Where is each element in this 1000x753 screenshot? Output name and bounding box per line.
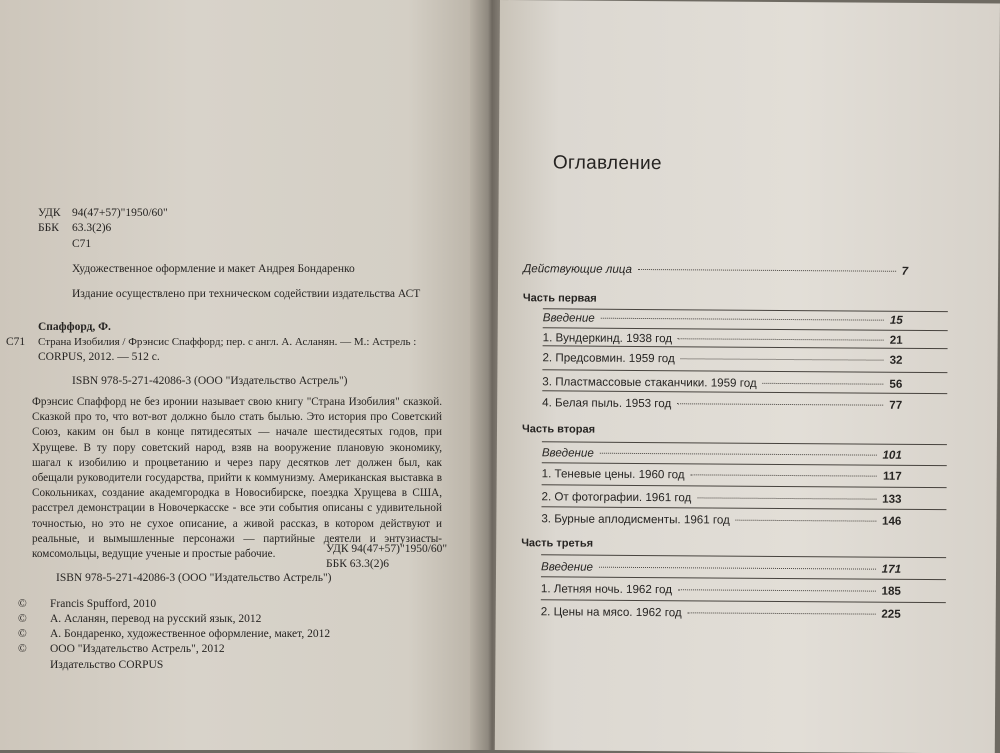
side-code: С71 (6, 336, 26, 348)
part-title: Часть первая (522, 292, 597, 305)
toc-entry-label: 3. Бурные аплодисменты. 1961 год (541, 512, 730, 527)
copyright-row (18, 643, 225, 655)
udk-value: 94(47+57)"1950/60" (72, 207, 168, 219)
toc-entry-page: 56 (889, 377, 903, 391)
toc-entry (542, 446, 902, 462)
copyright-row (18, 598, 156, 610)
copyright-symbol: © (18, 628, 27, 640)
toc-entry-label: Введение (541, 446, 594, 460)
right-page (495, 0, 1000, 753)
dot-leader (697, 497, 876, 499)
toc-entry-page: 77 (889, 398, 903, 412)
toc-title: Оглавление (552, 152, 662, 175)
isbn-bottom: ISBN 978-5-271-42086-3 (ООО "Издательство Астрель") (56, 572, 332, 584)
annotation: Фрэнсис Спаффорд не без иронии называет свою книгу "Страна Изобилия" сказкой. Сказкой про то, что вот-вот должно было стать былью. Это история про Советский Союз, каким он был в конце пятидесятых — начале шестидесятых годов, при Хрущеве. В ту пору советский народ, взяв на вооружение плановую экономику, шагал к изобилию и процветанию и через пару десятков лет должен был, как обещали руководители государства, прийти к коммунизму. Американская выставка в Сокольниках, создание академгородка в Новосибирске, поездка Хрущева в США, расстрел демонстрации в Новочеркасске - все эти события описаны с удивительной точностью, но это не сухое описание, а живой рассказ, в котором действуют и реальные, и вымышленные персонажи — партийные деятели и энтузиасты-комсомольцы, ведущие ученые и простые рабочие. (32, 396, 442, 561)
toc-entry (541, 582, 901, 598)
dot-leader (638, 269, 896, 272)
part-title: Часть вторая (521, 423, 596, 436)
toc-entry-page: 225 (881, 607, 901, 621)
dot-leader (601, 318, 884, 321)
copyright-row (18, 613, 261, 625)
toc-entry (542, 467, 902, 483)
entry-rule (543, 327, 948, 331)
toc-entry-page: 133 (882, 492, 902, 506)
entry-rule (542, 390, 947, 394)
copyright-text: Francis Spufford, 2010 (50, 598, 157, 610)
toc-entry-page: 7 (901, 264, 909, 278)
author-heading: Спаффорд, Ф. (38, 321, 111, 333)
dot-leader (678, 589, 876, 591)
dot-leader (681, 358, 884, 360)
entry-rule (541, 599, 946, 603)
dot-leader (688, 612, 876, 614)
toc-entry-page: 32 (889, 353, 903, 367)
entry-rule (542, 369, 947, 373)
toc-entry (542, 375, 902, 391)
toc-entry (541, 560, 901, 576)
dot-leader (599, 567, 876, 570)
entry-rule (542, 484, 947, 488)
dot-leader (736, 520, 876, 522)
toc-entry-label: 4. Белая пыль. 1953 год (542, 396, 672, 411)
copyright-text: А. Бондаренко, художественное оформление, макет, 2012 (50, 628, 331, 640)
publisher-name: Издательство CORPUS (50, 659, 164, 671)
toc-entry (542, 396, 902, 412)
dot-leader (678, 338, 884, 340)
toc-entry (543, 311, 903, 327)
toc-entry-page: 185 (881, 584, 901, 598)
tech-support-note: Издание осуществлено при техническом содействии издательства АСТ (72, 288, 421, 300)
dot-leader (600, 453, 877, 456)
toc-entry-page: 15 (889, 313, 903, 327)
udk-bottom: УДК 94(47+57)"1950/60" (326, 543, 448, 555)
bib-line-2: CORPUS, 2012. — 512 с. (38, 351, 160, 363)
toc-entry-page: 171 (881, 562, 902, 576)
copyright-row (18, 628, 330, 640)
copyright-symbol: © (18, 598, 27, 610)
entry-rule (542, 462, 947, 466)
toc-entry-label: 3. Пластмассовые стаканчики. 1959 год (542, 375, 757, 390)
toc-entry (523, 262, 908, 278)
bbk-label: ББК (38, 222, 59, 234)
author-code: С71 (72, 238, 92, 250)
left-page (0, 0, 480, 750)
dot-leader (763, 383, 884, 385)
part-title: Часть третья (521, 537, 594, 550)
toc-entry-label: 1. Теневые цены. 1960 год (541, 467, 685, 482)
bbk-bottom: ББК 63.3(2)6 (326, 558, 390, 570)
toc-entry-page: 146 (881, 514, 902, 528)
dot-leader (691, 474, 877, 476)
isbn-line: ISBN 978-5-271-42086-3 (ООО "Издательство Астрель") (72, 375, 348, 387)
copyright-symbol: © (18, 613, 27, 625)
toc-entry-label: 1. Летняя ночь. 1962 год (540, 582, 673, 597)
toc-entry (543, 331, 903, 347)
part-rule (542, 441, 947, 445)
udk-label: УДК (38, 207, 61, 219)
entry-rule (541, 506, 946, 510)
copyright-text: ООО "Издательство Астрель", 2012 (50, 643, 225, 655)
copyright-symbol: © (18, 643, 27, 655)
toc-entry (542, 351, 902, 367)
toc-entry-label: 1. Вундеркинд. 1938 год (542, 331, 673, 346)
toc-entry (541, 490, 901, 506)
copyright-text: А. Асланян, перевод на русский язык, 2012 (50, 613, 262, 625)
toc-entry (541, 605, 901, 621)
toc-entry (541, 512, 901, 528)
show-through-text (120, 118, 131, 163)
toc-entry-label: Введение (542, 311, 595, 325)
toc-entry-page: 21 (889, 333, 903, 347)
bbk-value: 63.3(2)6 (72, 222, 112, 234)
toc-entry-page: 101 (882, 448, 902, 462)
toc-entry-label: Действующие лица (523, 262, 633, 276)
toc-entry-label: 2. Предсовмин. 1959 год (542, 351, 675, 366)
design-credit: Художественное оформление и макет Андрея Бондаренко (72, 263, 355, 275)
toc-entry-page: 117 (882, 469, 902, 483)
bib-line-1: Страна Изобилия / Фрэнсис Спаффорд; пер. с англ. А. Асланян. — М.: Астрель : (38, 336, 417, 348)
toc-entry-label: 2. От фотографии. 1961 год (541, 490, 692, 505)
entry-rule (541, 576, 946, 580)
part-rule (541, 554, 946, 558)
toc-entry-label: 2. Цены на мясо. 1962 год (540, 605, 682, 620)
toc-entry-label: Введение (540, 560, 594, 574)
dot-leader (677, 403, 883, 405)
